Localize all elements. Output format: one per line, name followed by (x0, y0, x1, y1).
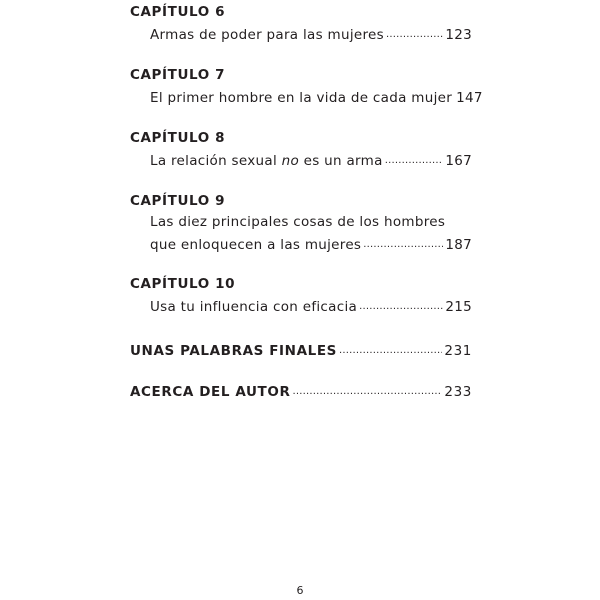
section-title: UNAS PALABRAS FINALES (130, 342, 337, 359)
page-number: 233 (444, 383, 472, 400)
chapter-label: CAPÍTULO 9 (130, 193, 226, 209)
toc-section-final-words[interactable] (130, 341, 472, 359)
entry-title-emphasis: no (281, 152, 300, 169)
toc-entry[interactable] (150, 151, 472, 169)
entry-title: Usa tu influencia con eficacia (150, 298, 358, 315)
dot-leader (386, 25, 443, 39)
chapter-label: CAPÍTULO 8 (130, 130, 226, 146)
entry-title-part: es un arma (299, 152, 383, 169)
entry-title (150, 153, 383, 169)
dot-leader (292, 382, 442, 396)
toc-entry-line[interactable]: Las diez principales cosas de los hombres (150, 214, 446, 230)
toc-entry[interactable] (150, 297, 472, 315)
entry-title: Armas de poder para las mujeres (150, 26, 384, 43)
toc-entry[interactable] (150, 25, 472, 43)
page-number: 187 (445, 236, 472, 253)
entry-title: que enloquecen a las mujeres (150, 236, 362, 253)
dot-leader (385, 151, 444, 165)
chapter-label: CAPÍTULO 6 (130, 4, 226, 20)
page-number: 147 (456, 89, 483, 106)
page-number: 231 (444, 342, 472, 359)
chapter-label: CAPÍTULO 7 (130, 67, 226, 83)
page-number-footer: 6 (296, 584, 304, 597)
dot-leader (363, 235, 443, 249)
toc-entry[interactable] (150, 235, 472, 253)
toc-entry[interactable] (150, 88, 483, 106)
entry-title-part: La relación sexual (150, 152, 282, 169)
section-title: ACERCA DEL AUTOR (130, 383, 291, 400)
dot-leader (339, 341, 442, 355)
chapter-label: CAPÍTULO 10 (130, 276, 236, 292)
toc-section-about-author[interactable] (130, 382, 472, 400)
dot-leader (359, 297, 443, 311)
page-number: 167 (445, 152, 472, 169)
page-number: 215 (445, 298, 472, 315)
page-number: 123 (445, 26, 472, 43)
entry-title: El primer hombre en la vida de cada mujer (150, 89, 453, 106)
